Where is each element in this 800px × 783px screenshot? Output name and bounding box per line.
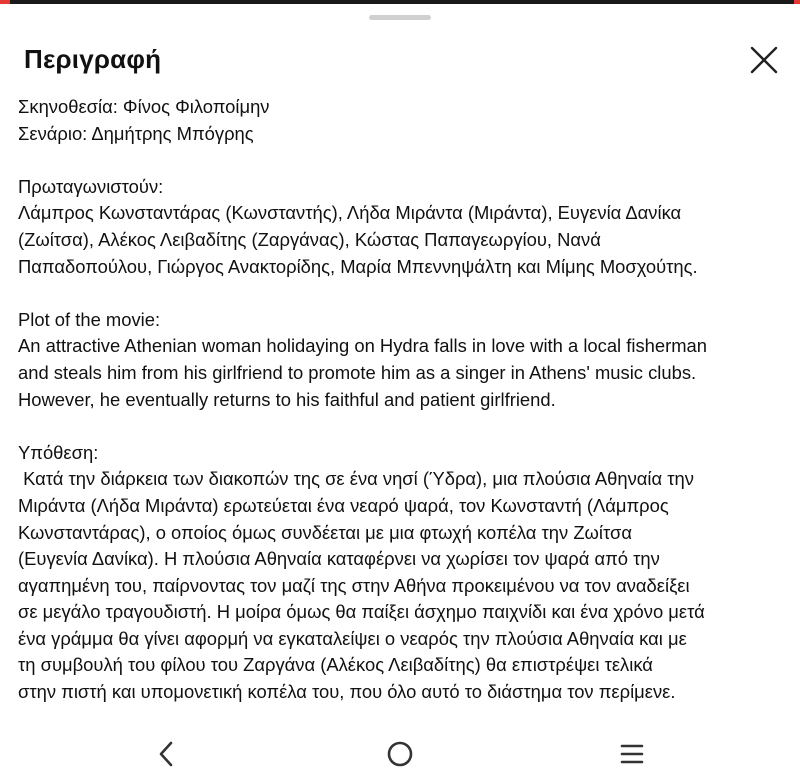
system-navigation-bar	[0, 722, 800, 783]
hamburger-menu-icon	[608, 730, 656, 778]
synopsis-line: Κατά την διάρκεια των διακοπών της σε ένα νησί (Ύδρα), μια πλούσια Αθηναία την	[18, 468, 694, 490]
synopsis-line: (Ευγενία Δανίκα). Η πλούσια Αθηναία καταφέρνει να χωρίσει τον ψαρά από την	[18, 548, 660, 570]
cast-heading: Πρωταγωνιστούν:	[18, 175, 164, 197]
status-bar-accent-right	[794, 0, 800, 4]
plot-line: An attractive Athenian woman holidaying on Hydra falls in love with a local fisherman	[18, 335, 707, 357]
drag-handle[interactable]	[369, 15, 431, 20]
close-icon	[740, 36, 788, 84]
back-button[interactable]	[142, 730, 190, 778]
status-bar-accent	[0, 0, 10, 4]
home-button[interactable]	[376, 730, 424, 778]
circle-home-icon	[376, 730, 424, 778]
screenplay-line: Σενάριο: Δημήτρης Μπόγρης	[18, 122, 254, 144]
plot-line: However, he eventually returns to his faithful and patient girlfriend.	[18, 388, 556, 410]
sheet-title: Περιγραφή	[24, 44, 162, 74]
director-line: Σκηνοθεσία: Φίνος Φιλοποίμην	[18, 96, 270, 117]
synopsis-line: αγαπημένη του, παίρνοντας τον μαζί της στην Αθήνα προκειμένου να τον αναδείξει	[18, 574, 690, 596]
synopsis-line: τη συμβουλή του φίλου του Ζαργάνα (Αλέκος Λειβαδίτης) θα επιστρέψει τελικά	[18, 654, 653, 676]
recent-apps-button[interactable]	[608, 730, 656, 778]
plot-heading: Plot of the movie:	[18, 308, 161, 330]
close-button[interactable]	[740, 36, 788, 84]
synopsis-heading: Υπόθεση:	[18, 441, 99, 463]
description-body	[18, 94, 788, 706]
synopsis-line: σε μεγάλο τραγουδιστή. Η μοίρα όμως θα παίξει άσχημο παιχνίδι και ένα χρόνο μετά	[18, 601, 705, 623]
synopsis-line: Κωνσταντάρας), ο οποίος όμως συνδέεται με μια φτωχή κοπέλα την Ζωίτσα	[18, 521, 632, 543]
cast-line: Παπαδοπούλου, Γιώργος Ανακτορίδης, Μαρία Μπεννηψάλτη και Μίμης Μοσχούτης.	[18, 255, 698, 277]
cast-line: (Ζωίτσα), Αλέκος Λειβαδίτης (Ζαργάνας), Κώστας Παπαγεωργίου, Νανά	[18, 228, 601, 250]
plot-line: and steals him from his girlfriend to promote him as a singer in Athens' music clubs.	[18, 361, 697, 383]
synopsis-line: στην πιστή και υπομονετική κοπέλα του, που όλο αυτό το διάστημα τον περίμενε.	[18, 681, 676, 703]
synopsis-line: ένα γράμμα θα γίνει αφορμή να εγκαταλείψει ο νεαρός την πλούσια Αθηναία και με	[18, 627, 687, 649]
chevron-left-icon	[142, 730, 190, 778]
cast-line: Λάμπρος Κωνσταντάρας (Κωνσταντής), Λήδα Μιράντα (Μιράντα), Ευγενία Δανίκα	[18, 202, 682, 224]
synopsis-line: Μιράντα (Λήδα Μιράντα) ερωτεύεται ένα νεαρό ψαρά, τον Κωνσταντή (Λάμπρος	[18, 494, 669, 516]
